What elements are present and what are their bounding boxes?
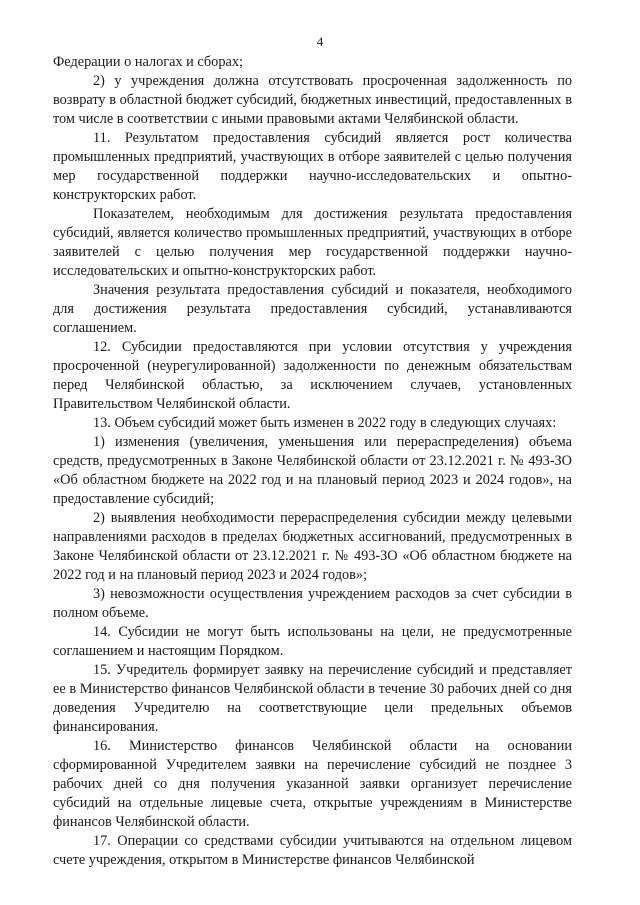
paragraph-values: Значения результата предоставления субсидий и показателя, необходимого для достижения результата предоставления субсидий, устанавливаются соглашением. [53, 282, 572, 336]
paragraph-14-purpose: 14. Субсидии не могут быть использованы на цели, не предусмотренные соглашением и настоящим Порядком. [53, 624, 572, 659]
paragraph-item-2-debt: 2) у учреждения должна отсутствовать просроченная задолженность по возврату в областной бюджет субсидий, бюджетных инвестиций, предоставленных в том числе в соответствии с иными правовыми актами Челябинской области. [53, 73, 572, 127]
paragraph-15-request: 15. Учредитель формирует заявку на перечисление субсидий и представляет ее в Министерство финансов Челябинской области в течение 30 рабочих дней со дня доведения Учредителю на соответствующие цели предельных объемов финансирования. [53, 662, 572, 735]
paragraph-16-transfer: 16. Министерство финансов Челябинской области на основании сформированной Учредителем заявки на перечисление субсидий не позднее 3 рабочих дней со дня получения указанной заявки организует перечисление субсидий на отдельные лицевые счета, открытые учреждениям в Министерстве финансов Челябинской области. [53, 738, 572, 830]
paragraph-13-item-1: 1) изменения (увеличения, уменьшения или перераспределения) объема средств, предусмотренных в Законе Челябинской области от 23.12.2021 г. № 493-ЗО «Об областном бюджете на 2022 год и на плановый период 2023 и 2024 годов», на предоставление субсидий; [53, 434, 572, 507]
paragraph-17-accounting: 17. Операции со средствами субсидии учитываются на отдельном лицевом счете учреждения, открытом в Министерстве финансов Челябинской [53, 833, 572, 868]
paragraph-continuation: Федерации о налогах и сборах; [53, 54, 243, 70]
paragraph-indicator: Показателем, необходимым для достижения результата предоставления субсидий, является количество промышленных предприятий, участвующих в отборе заявителей с целью получения мер государственной поддержки научно-исследовательских и опытно-конструкторских работ. [53, 206, 572, 279]
paragraph-13-item-2: 2) выявления необходимости перераспределения субсидии между целевыми направлениями расходов в пределах бюджетных ассигнований, предусмотренных в Законе Челябинской области от 23.12.2021 г. № 493-ЗО «Об областном бюджете на 2022 год и на плановый период 2023 и 2024 годов»; [53, 510, 572, 583]
document-body [53, 53, 572, 870]
paragraph-13-item-3: 3) невозможности осуществления учреждением расходов за счет субсидии в полном объеме. [53, 586, 572, 621]
paragraph-11-result: 11. Результатом предоставления субсидий является рост количества промышленных предприятий, участвующих в отборе заявителей с целью получения мер государственной поддержки научно-исследовательских и опытно-конструкторских работ. [53, 130, 572, 203]
page-number: 4 [316, 34, 324, 49]
paragraph-13-volume-change: 13. Объем субсидий может быть изменен в 2022 году в следующих случаях: [93, 415, 557, 431]
paragraph-12-conditions: 12. Субсидии предоставляются при условии отсутствия у учреждения просроченной (неурегулированной) задолженности по денежным обязательствам перед Челябинской областью, за исключением случаев, установленных Правительством Челябинской области. [53, 339, 572, 412]
